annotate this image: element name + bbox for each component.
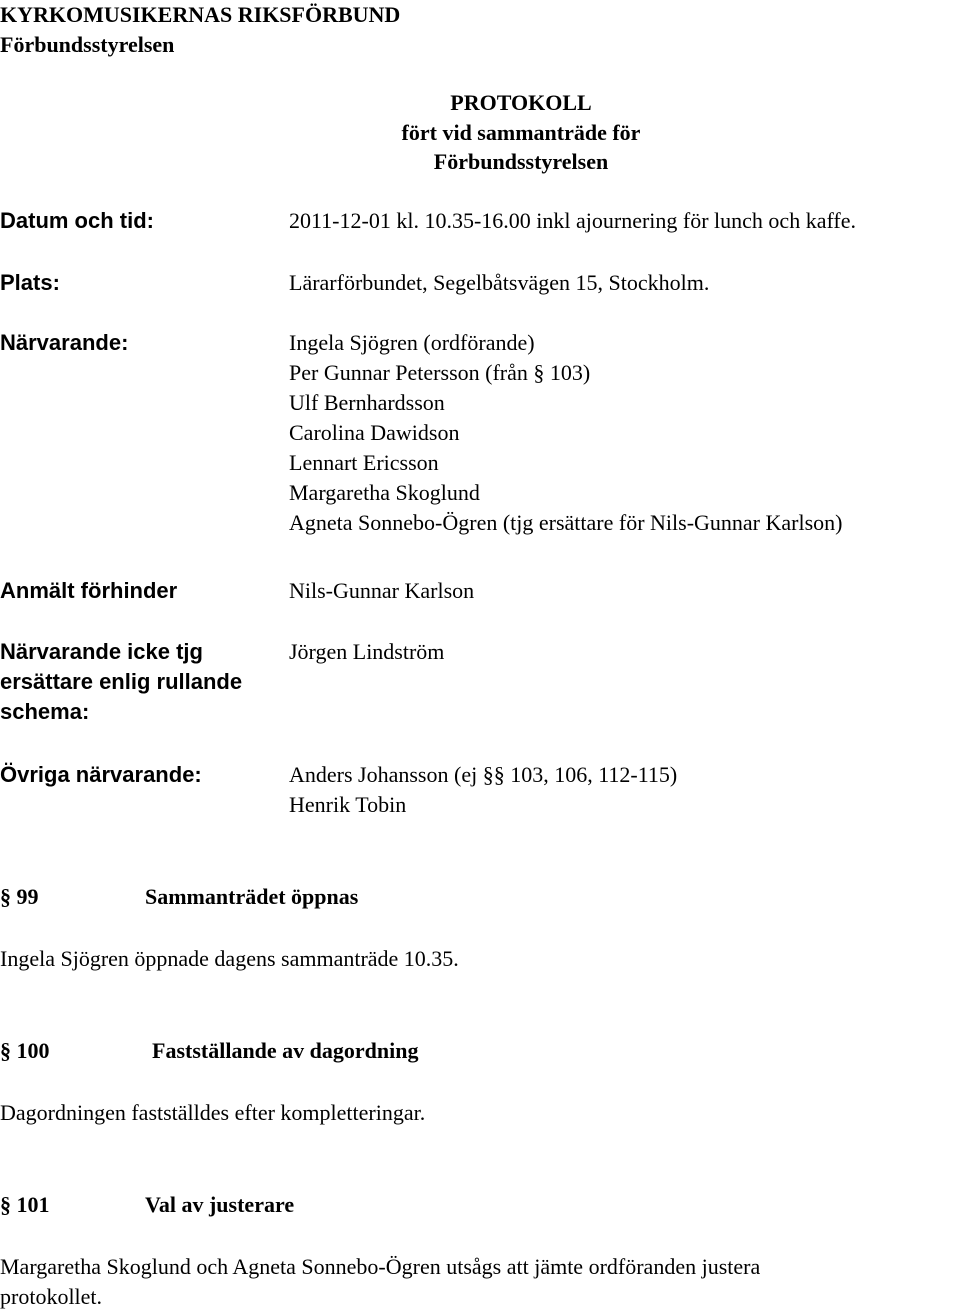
doc-subtitle-2: Förbundsstyrelsen	[433, 149, 609, 174]
section-title: Sammanträdet öppnas	[145, 884, 359, 909]
present-list	[289, 328, 843, 538]
board-name: Förbundsstyrelsen	[0, 32, 175, 57]
section-body: Ingela Sjögren öppnade dagens sammanträde 10.35.	[0, 946, 459, 971]
deputy-label	[0, 637, 242, 727]
deputy-label-line: ersättare enlig rullande	[0, 669, 243, 694]
organization-name: KYRKOMUSIKERNAS RIKSFÖRBUND	[0, 2, 401, 27]
doc-subtitle-1: fört vid sammanträde för	[401, 120, 641, 145]
absent-value: Nils-Gunnar Karlson	[289, 578, 475, 603]
absent-label: Anmält förhinder	[0, 578, 178, 603]
others-label: Övriga närvarande:	[0, 762, 202, 787]
place-value: Lärarförbundet, Segelbåtsvägen 15, Stockholm.	[289, 270, 710, 295]
present-member: Carolina Dawidson	[289, 420, 460, 445]
section-number: § 99	[0, 884, 39, 909]
section-number: § 101	[0, 1192, 50, 1217]
present-member: Ulf Bernhardsson	[289, 390, 445, 415]
section-body-line: Margaretha Skoglund och Agneta Sonnebo-Ögren utsågs att jämte ordföranden justera	[0, 1254, 761, 1279]
section-body	[0, 1252, 760, 1312]
present-member: Agneta Sonnebo-Ögren (tjg ersättare för Nils-Gunnar Karlson)	[289, 510, 843, 535]
deputy-value: Jörgen Lindström	[289, 639, 445, 664]
section-title: Fastställande av dagordning	[152, 1038, 419, 1063]
others-list	[289, 760, 677, 820]
section-number: § 100	[0, 1038, 50, 1063]
section-body: Dagordningen fastställdes efter kompletteringar.	[0, 1100, 426, 1125]
section-body-line: protokollet.	[0, 1284, 103, 1309]
present-member: Per Gunnar Petersson (från § 103)	[289, 360, 591, 385]
section-title: Val av justerare	[145, 1192, 295, 1217]
present-member: Ingela Sjögren (ordförande)	[289, 330, 535, 355]
others-member: Anders Johansson (ej §§ 103, 106, 112-115)	[289, 762, 678, 787]
present-label: Närvarande:	[0, 330, 129, 355]
date-label: Datum och tid:	[0, 208, 154, 233]
present-member: Margaretha Skoglund	[289, 480, 480, 505]
deputy-label-line: Närvarande icke tjg	[0, 639, 203, 664]
date-value: 2011-12-01 kl. 10.35-16.00 inkl ajournering för lunch och kaffe.	[289, 208, 856, 233]
place-label: Plats:	[0, 270, 60, 295]
doc-title: PROTOKOLL	[450, 90, 592, 115]
present-member: Lennart Ericsson	[289, 450, 439, 475]
others-member: Henrik Tobin	[289, 792, 407, 817]
deputy-label-line: schema:	[0, 699, 90, 724]
